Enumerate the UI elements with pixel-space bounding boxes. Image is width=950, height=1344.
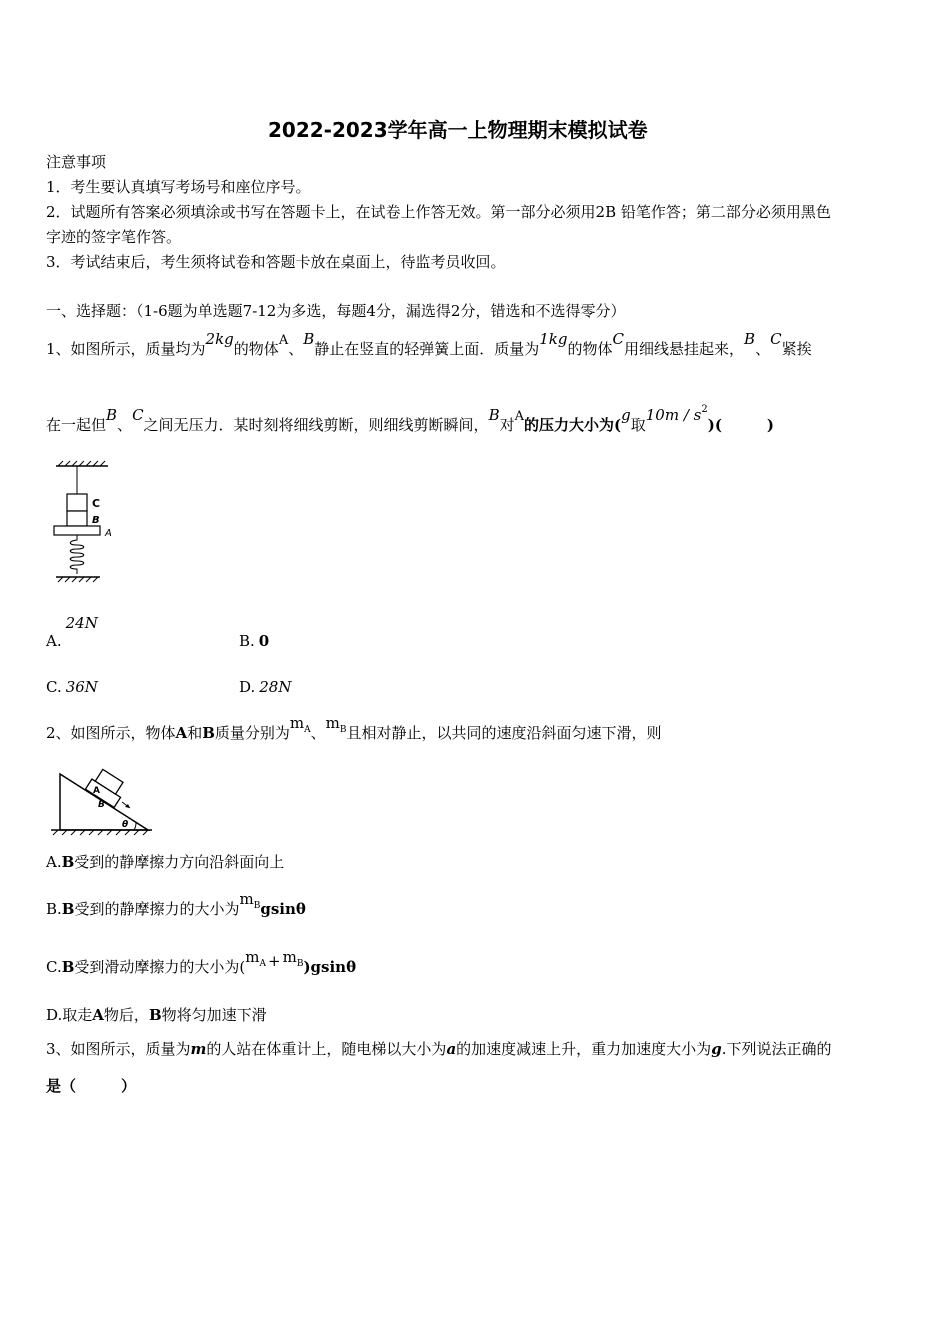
q3-line-1 (46, 1040, 831, 1058)
q1-fig-label-a: A (105, 528, 112, 539)
q2-option-d-label: D. (46, 1006, 63, 1024)
q2-mass-subscript: A (304, 725, 311, 735)
q2-fig-label-a: A (93, 786, 100, 796)
notice-item-3: 3．考试结束后，考生须将试卷和答题卡放在桌面上，待监考员收回。 (46, 253, 506, 271)
q1-mass-ab: 2kg (205, 330, 234, 348)
q2-b-bold: B (61, 900, 75, 918)
q1-g-exponent: 2 (701, 404, 708, 415)
q1-text: )( ) (707, 416, 775, 434)
q2-option-a-text: 受到的静摩擦力方向沿斜面向上 (74, 853, 285, 871)
notice-item-1: 1．考生要认真填写考场号和座位序号。 (46, 178, 311, 196)
notice-item-2-cont: 字迹的签字笔作答。 (46, 228, 182, 246)
q2-option-d-text: 物将匀加速下滑 (161, 1006, 267, 1024)
q2-option-b-mass (239, 890, 261, 911)
q1-option-b-value: 0 (258, 632, 270, 650)
q1-figure (50, 460, 130, 585)
q1-option-a-label: A. (46, 632, 62, 650)
q1-option-b-label: B. (239, 632, 255, 650)
q2-option-c-plus: + (268, 952, 281, 970)
q3-text: 的人站在体重计上，随电梯以大小为 (206, 1040, 447, 1058)
q1-label-b: B (744, 330, 756, 348)
q1-label-c: C (612, 330, 625, 348)
notice-heading: 注意事项 (46, 153, 107, 171)
q1-option-d-label: D. (239, 678, 256, 696)
q2-b-bold: B (148, 1006, 162, 1024)
q1-label-c: C (770, 330, 782, 348)
q2-option-b-text: 受到的静摩擦力的大小为 (74, 900, 240, 918)
q2-mass-subscript: B (339, 725, 347, 735)
q2-mass-b (325, 714, 347, 735)
q1-text: 的物体 (233, 340, 279, 358)
q1-option-a[interactable] (46, 614, 98, 650)
q2-mass-subscript: B (253, 901, 261, 911)
q2-mass-symbol: m (282, 948, 297, 966)
q2-fig-label-theta: θ (122, 820, 129, 830)
q2-option-c-tail: )gsinθ (303, 958, 357, 976)
q1-label-a: A (278, 333, 289, 348)
q3-line-2: 是（ ） (46, 1077, 137, 1095)
q3-text: 的加速度减速上升，重力加速度大小为 (456, 1040, 712, 1058)
q1-fig-label-c: C (92, 497, 101, 510)
q2-mass-symbol: m (239, 890, 254, 908)
q1-fig-label-b: B (92, 515, 100, 526)
q2-label-b: B (202, 724, 215, 742)
q1-text: 用细线悬挂起来， (624, 340, 745, 358)
q1-text: 、 (288, 340, 304, 358)
q1-text: 的压力大小为( (524, 416, 622, 434)
q1-option-a-value: 24N (65, 614, 98, 632)
q2-option-c-text: 受到滑动摩擦力的大小为( (74, 958, 246, 976)
q1-text: 取 (630, 416, 646, 434)
q1-line-1 (46, 330, 812, 358)
q3-accel: a (446, 1040, 457, 1058)
q1-text: 1、如图所示，质量均为 (46, 340, 206, 358)
q1-label-b: B (303, 330, 315, 348)
q1-g-value: 10m / s (645, 406, 702, 424)
q2-mass-a (289, 714, 311, 735)
q1-text: 对 (499, 416, 515, 434)
q3-gravity: g (711, 1040, 722, 1058)
q3-text: 3、如图所示，质量为 (46, 1040, 191, 1058)
q2-label-a: A (175, 724, 188, 742)
q1-option-b[interactable] (239, 632, 269, 650)
q2-option-d-text: 物后， (103, 1006, 149, 1024)
q1-g: g (621, 406, 631, 424)
q1-label-b: B (488, 406, 500, 424)
q2-option-a[interactable] (46, 853, 284, 871)
q2-mass-symbol: m (245, 948, 260, 966)
q1-mass-c: 1kg (539, 330, 568, 348)
q2-b-bold: B (61, 958, 75, 976)
section-heading: 一、选择题：（1-6题为单选题7-12为多选，每题4分，漏选得2分，错选和不选得零分） (46, 302, 626, 320)
q1-option-c[interactable] (46, 678, 98, 696)
q2-option-c-mass-b (282, 948, 304, 969)
q1-text: 静止在竖直的轻弹簧上面．质量为 (314, 340, 540, 358)
q2-figure (48, 764, 158, 836)
q2-text: 2、如图所示，物体 (46, 724, 176, 742)
q2-mass-symbol: m (289, 714, 305, 732)
q1-text: 紧挨 (781, 340, 812, 358)
q2-option-a-label: A. (46, 853, 62, 871)
q2-text: 且相对静止，以共同的速度沿斜面匀速下滑，则 (346, 724, 662, 742)
q2-option-c-mass-a (245, 948, 266, 969)
page-title: 2022-2023学年高一上物理期末模拟试卷 (268, 118, 648, 142)
q2-text: 和 (187, 724, 203, 742)
q1-option-d[interactable] (239, 678, 291, 696)
q2-fig-label-b: B (98, 800, 105, 810)
q3-text: .下列说法正确的 (721, 1040, 832, 1058)
q2-option-b[interactable] (46, 890, 306, 918)
q1-line-2 (46, 404, 775, 434)
q1-label-a: A (514, 409, 524, 424)
q2-option-c[interactable] (46, 948, 357, 976)
q2-option-c-label: C. (46, 958, 62, 976)
q2-option-b-tail: gsinθ (260, 900, 306, 918)
q3-mass: m (190, 1040, 207, 1058)
q2-a-bold: A (92, 1006, 104, 1024)
q2-text: 、 (310, 724, 326, 742)
q2-stem (46, 716, 662, 741)
q1-label-b: B (106, 406, 118, 424)
q1-option-d-value: 28N (259, 678, 292, 696)
q1-text: 、 (117, 416, 133, 434)
q1-option-c-label: C. (46, 678, 62, 696)
q2-text: 质量分别为 (214, 724, 290, 742)
q2-option-d-text: 取走 (62, 1006, 93, 1024)
q1-text: 之间无压力．某时刻将细线剪断，则细线剪断瞬间， (143, 416, 489, 434)
q1-text: 、 (755, 340, 771, 358)
q2-b-bold: B (61, 853, 75, 871)
q1-label-c: C (132, 406, 144, 424)
q2-mass-subscript: B (296, 959, 304, 969)
notice-item-2: 2．试题所有答案必须填涂或书写在答题卡上，在试卷上作答无效。第一部分必须用2B 铅笔作答；第二部分必须用黑色 (46, 203, 831, 221)
q2-option-b-label: B. (46, 900, 62, 918)
q2-mass-symbol: m (325, 714, 340, 732)
q1-text: 的物体 (567, 340, 613, 358)
q2-mass-subscript: A (259, 959, 266, 969)
q1-option-c-value: 36N (65, 678, 98, 696)
q1-text: 在一起但 (46, 416, 107, 434)
q2-option-d[interactable] (46, 1006, 267, 1024)
